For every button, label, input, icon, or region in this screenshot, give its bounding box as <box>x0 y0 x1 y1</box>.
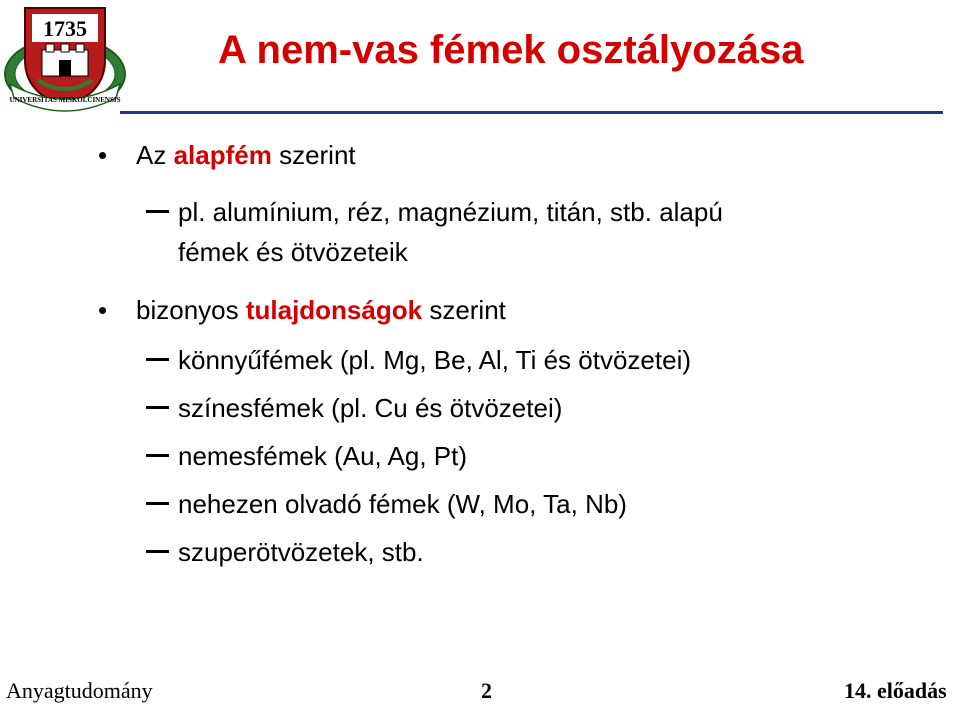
dash-icon <box>146 210 169 213</box>
sub-bullet-text: szuperötvözetek, stb. <box>178 537 424 567</box>
logo-ring-text: UNIVERSITAS MISKOLCINENSIS <box>9 96 121 104</box>
sub-bullet-text: nemesfémek (Au, Ag, Pt) <box>178 441 468 471</box>
sub-bullet-text: színesfémek (pl. Cu és ötvözetei) <box>178 393 563 423</box>
bullet-highlight: alapfém <box>173 140 272 170</box>
dash-icon <box>146 454 169 457</box>
sub-bullet-text: nehezen olvadó fémek (W, Mo, Ta, Nb) <box>178 489 627 519</box>
dash-icon <box>146 550 169 553</box>
dash-icon <box>146 406 169 409</box>
logo-year: 1735 <box>43 16 87 41</box>
title-underline <box>120 111 943 114</box>
sub-bullet-text: könnyűfémek (pl. Mg, Be, Al, Ti és ötvözetei) <box>178 345 692 375</box>
bullet-text: szerint <box>422 295 506 325</box>
footer-course-name: Anyagtudomány <box>6 678 153 703</box>
dash-icon <box>146 502 169 505</box>
sub-bullet-text: pl. alumínium, réz, magnézium, titán, stb. alapú <box>178 197 723 227</box>
dash-icon <box>146 358 169 361</box>
bullet-dot-icon: • <box>98 140 108 170</box>
slide-title: A nem-vas fémek osztályozása <box>218 28 804 72</box>
footer-page-number: 2 <box>481 678 492 703</box>
bullet-text: Az <box>136 140 174 170</box>
footer-lecture-number: 14. előadás <box>844 678 947 703</box>
bullet-highlight: tulajdonságok <box>245 295 423 325</box>
bullet-text: bizonyos <box>136 295 246 325</box>
bullet-dot-icon: • <box>98 295 108 325</box>
sub-bullet-text: fémek és ötvözeteik <box>178 237 408 267</box>
bullet-text: szerint <box>271 140 356 170</box>
university-logo <box>2 2 128 112</box>
